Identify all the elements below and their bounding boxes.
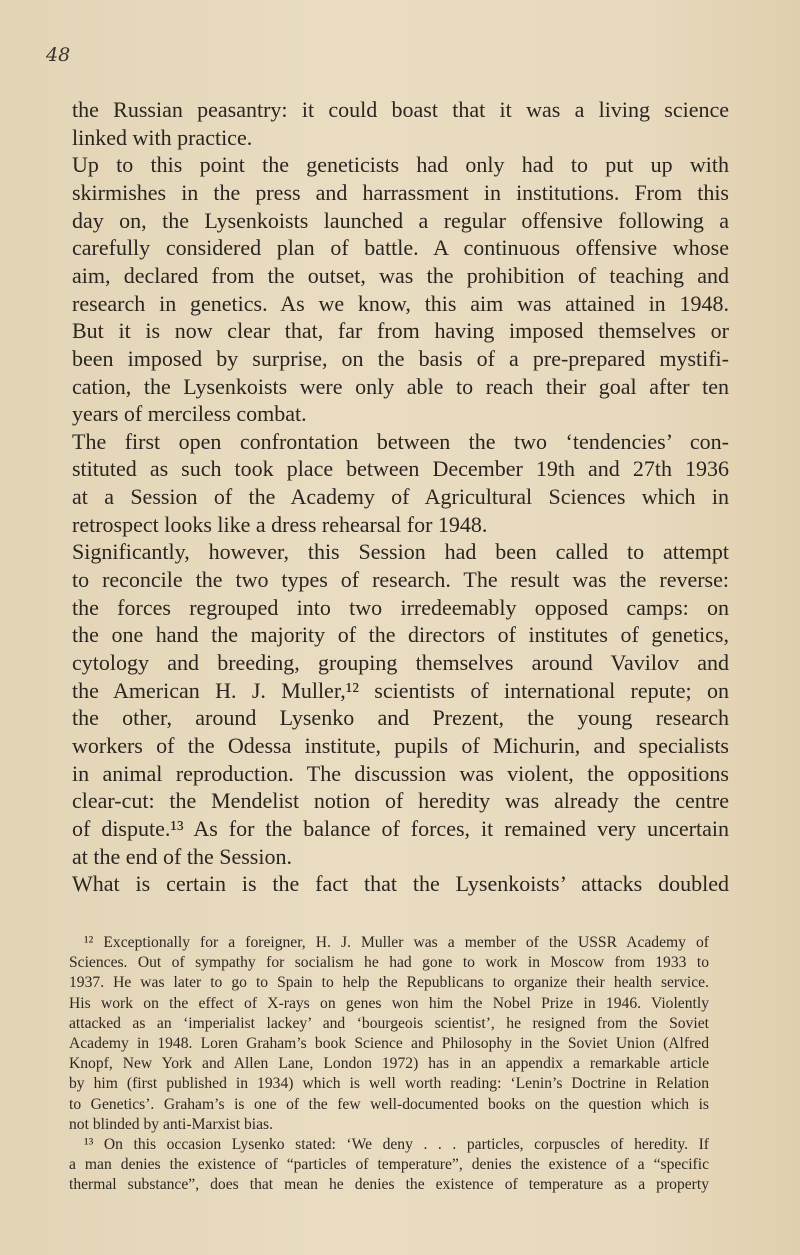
body-line: research in genetics. As we know, this aim was attained in 1948. <box>72 290 729 316</box>
body-line: retrospect looks like a dress rehearsal for 1948. <box>72 511 488 537</box>
body-line: skirmishes in the press and harrassment in institutions. From this <box>72 179 729 205</box>
body-line: day on, the Lysenkoists launched a regular offensive following a <box>72 207 729 233</box>
footnote-line: by him (first published in 1934) which is well worth reading: ‘Lenin’s Doctrine in Relation <box>69 1075 709 1093</box>
footnote-line: Knopf, New York and Allen Lane, London 1972) has in an appendix a remarkable article <box>69 1055 709 1073</box>
body-line: cytology and breeding, grouping themselves around Vavilov and <box>72 650 729 675</box>
body-line: cation, the Lysenkoists were only able to reach their goal after ten <box>72 373 729 399</box>
body-line: the one hand the majority of the directors of institutes of genetics, <box>72 622 729 648</box>
body-line: in animal reproduction. The discussion was violent, the oppositions <box>72 760 729 786</box>
body-line: stituted as such took place between December 19th and 27th 1936 <box>72 456 729 482</box>
body-line: the other, around Lysenko and Prezent, the young research <box>72 705 729 731</box>
body-line: to reconcile the two types of research. The result was the reverse: <box>72 567 729 593</box>
body-line: the American H. J. Muller,¹² scientists of international repute; on <box>72 677 729 703</box>
body-line: But it is now clear that, far from having imposed themselves or <box>72 318 729 344</box>
body-line: What is certain is the fact that the Lysenkoists’ attacks doubled <box>72 871 729 897</box>
body-line: workers of the Odessa institute, pupils of Michurin, and specialists <box>72 732 729 758</box>
footnote-line: ¹³ On this occasion Lysenko stated: ‘We deny . . . particles, corpuscles of heredity. If <box>84 1136 709 1153</box>
footnote-line: attacked as an ‘imperialist lackey’ and ‘bourgeois scientist’, he resigned from the Soviet <box>69 1014 709 1032</box>
footnote-line: 1937. He was later to go to Spain to help the Republicans to organize their health service. <box>69 974 709 992</box>
footnote-line: His work on the effect of X-rays on genes won him the Nobel Prize in 1946. Violently <box>69 994 709 1012</box>
body-line: Significantly, however, this Session had been called to attempt <box>72 539 729 565</box>
footnote-line: thermal substance”, does that mean he denies the existence of temperature as a property <box>69 1176 709 1194</box>
body-line: of dispute.¹³ As for the balance of forces, it remained very uncertain <box>72 815 729 841</box>
footnote-line: Sciences. Out of sympathy for socialism he had gone to work in Moscow from 1933 to <box>69 954 709 972</box>
footnote-line: Academy in 1948. Loren Graham’s book Science and Philosophy in the Soviet Union (Alfred <box>69 1035 709 1052</box>
body-line: at the end of the Session. <box>72 843 292 869</box>
body-line: at a Session of the Academy of Agricultural Sciences which in <box>72 484 729 510</box>
body-line: years of merciless combat. <box>72 401 307 427</box>
body-line: the forces regrouped into two irredeemably opposed camps: on <box>72 594 729 620</box>
body-line: clear-cut: the Mendelist notion of heredity was already the centre <box>72 788 729 814</box>
page-number: 48 <box>46 44 71 66</box>
footnote-line: to Genetics’. Graham’s is one of the few well-documented books on the question which is <box>69 1095 709 1113</box>
footnote-line: ¹² Exceptionally for a foreigner, H. J. Muller was a member of the USSR Academy of <box>84 934 709 951</box>
body-line: aim, declared from the outset, was the prohibition of teaching and <box>72 262 729 288</box>
body-line: Up to this point the geneticists had only had to put up with <box>72 152 729 178</box>
body-line: been imposed by surprise, on the basis of a pre-prepared mystifi- <box>72 345 729 371</box>
footnote-line: not blinded by anti-Marxist bias. <box>69 1115 273 1133</box>
body-line: carefully considered plan of battle. A continuous offensive whose <box>72 235 729 261</box>
body-line: linked with practice. <box>72 124 253 150</box>
body-line: the Russian peasantry: it could boast that it was a living science <box>72 97 729 122</box>
body-line: The first open confrontation between the two ‘tendencies’ con- <box>72 428 729 454</box>
footnote-line: a man denies the existence of “particles of temperature”, denies the existence of a “specific <box>69 1156 709 1174</box>
